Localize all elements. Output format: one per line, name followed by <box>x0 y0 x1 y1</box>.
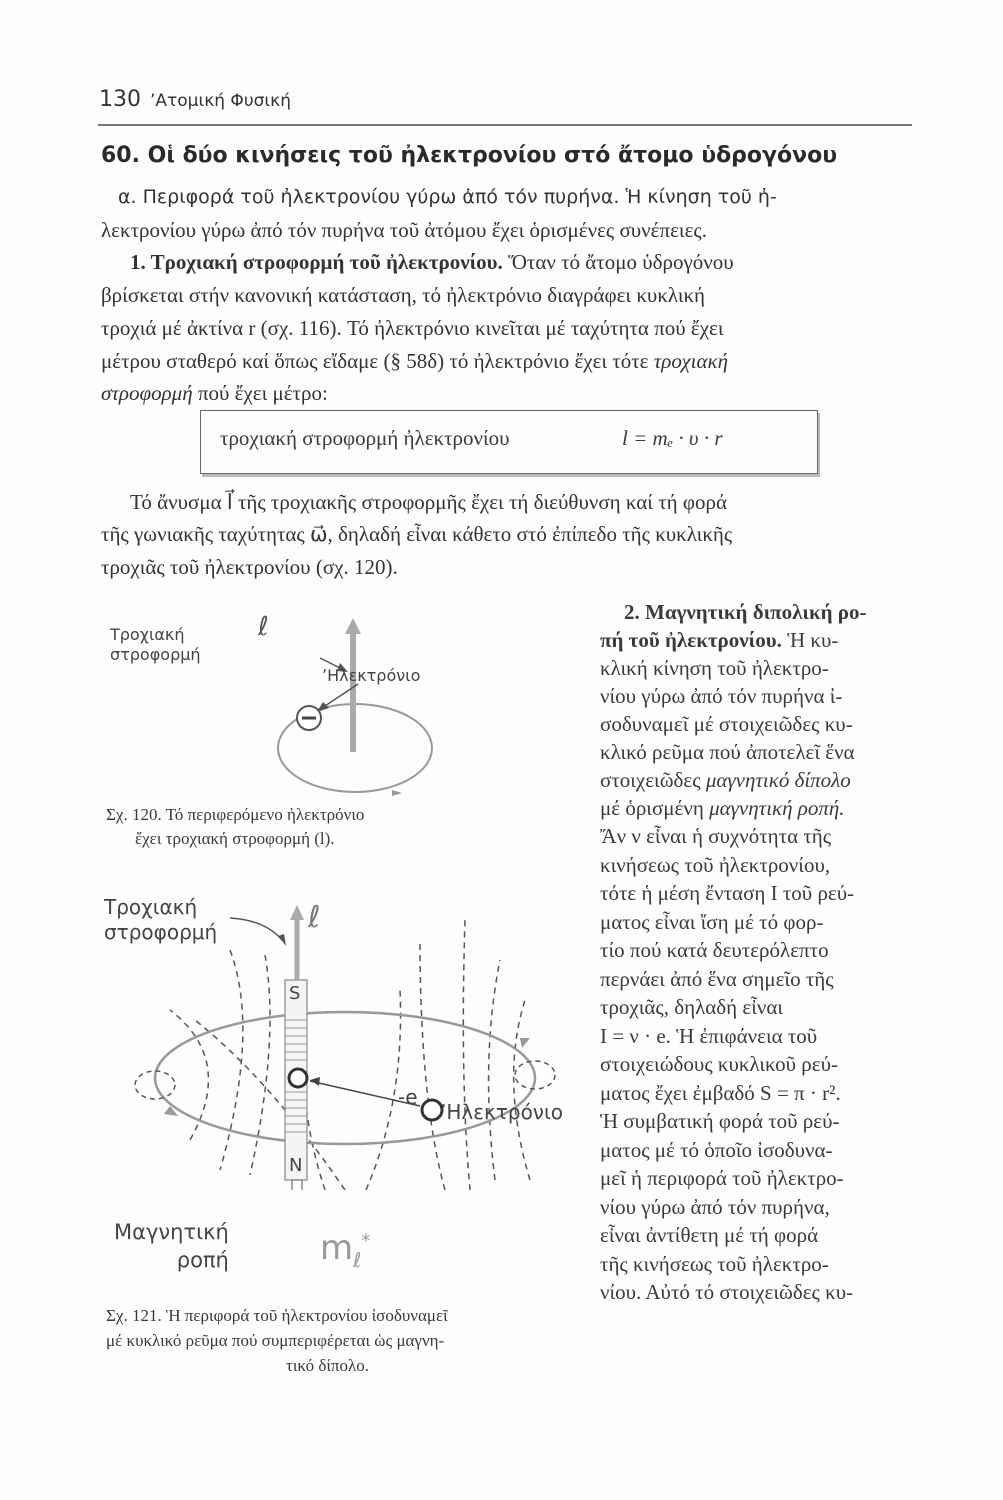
paragraph-2-line: μέ ὁρισμένη μαγνητική ροπή. <box>600 796 845 820</box>
italic-term: τροχιακή <box>653 349 729 373</box>
paragraph-2-line: εἶναι ἀντίθετη μέ τή φορά <box>600 1223 819 1247</box>
paragraph-2-line: κλικό ρεῦμα πού ἀποτελεῖ ἕνα <box>600 740 855 764</box>
fig120-symbol: ℓ <box>258 612 269 642</box>
paragraph-2-line: ματος ἔχει ἐμβαδό S = π · r². <box>600 1081 841 1105</box>
charge-label: -e <box>398 1085 418 1109</box>
running-title: ʼΑτομική Φυσική <box>150 91 291 111</box>
magnetic-moment-label: Μαγνητική ροπή <box>114 1220 229 1272</box>
paragraph-2-line: πή τοῦ ἠλεκτρονίου. Ἡ κυ- <box>600 628 839 652</box>
paragraph-1-text: μέτρου σταθερό καί ὅπως εἴδαμε (§ 58δ) τό ἠλεκτρόνιο ἔχει τότε <box>101 349 649 373</box>
fig120-electron-label: ʼΗλεκτρόνιο <box>322 666 421 685</box>
paragraph-1-line <box>101 349 728 374</box>
field-lines <box>170 920 530 1190</box>
formula-label: τροχιακή στροφορμή ἠλεκτρονίου <box>220 426 510 450</box>
paragraph-2-line: κινήσεως τοῦ ἠλεκτρονίου, <box>600 853 831 877</box>
paragraph-1-line: τροχιά μέ ἀκτίνα r (σχ. 116). Τό ἠλεκτρόνιο κινεῖται μέ ταχύτητα πού ἔχει <box>101 316 724 340</box>
north-pole-label: N <box>289 1155 303 1176</box>
paragraph-a-line: λεκτρονίου γύρω ἀπό τόν πυρήνα τοῦ ἀτόμου ἔχει ὁρισμένες συνέπειες. <box>101 218 707 242</box>
paragraph-1-line <box>101 381 328 406</box>
fig120-angular-momentum-label: Τροχιακή στροφορμή <box>110 625 201 664</box>
paragraph-2-line: περνάει ἀπό ἕνα σημεῖο τῆς <box>600 967 834 991</box>
label-pointer <box>230 918 282 940</box>
vector-paragraph-line: τροχιᾶς τοῦ ἠλεκτρονίου (σχ. 120). <box>101 555 398 579</box>
paragraph-1-heading: 1. Τροχιακή στροφορμή τοῦ ἠλεκτρονίου. <box>130 250 503 274</box>
fig121-electron-label: ʼΗλεκτρόνιο <box>440 1100 563 1124</box>
paragraph-2-line: μεῖ ἡ περιφορά τοῦ ἠλεκτρο- <box>600 1166 844 1190</box>
paragraph-2-line: τότε ἡ μέση ἔνταση I τοῦ ρεύ- <box>600 881 855 905</box>
paragraph-2-line: τίο πού κατά δευτερόλεπτο <box>600 938 829 962</box>
paragraph-2-line: τροχιᾶς, δηλαδή εἶναι <box>600 995 784 1019</box>
magnetic-moment-arrow <box>292 1180 302 1190</box>
header-rule <box>98 124 912 126</box>
figure-121-caption: μέ κυκλικό ρεῦμα πού συμπεριφέρεται ὡς μαγνη- <box>106 1331 445 1350</box>
paragraph-2-heading: 2. Μαγνητική διπολική ρο- <box>624 600 867 624</box>
paragraph-2-line: σοδυναμεῖ μέ στοιχειῶδες κυ- <box>600 712 853 736</box>
formula-expression: l = mₑ · υ · r <box>622 426 723 450</box>
nucleus <box>289 1069 307 1087</box>
electron-circle <box>422 1100 442 1120</box>
paragraph-2-line: νίου. Αὐτό τό στοιχειῶδες κυ- <box>600 1280 854 1304</box>
paragraph-2-line: Ἄν ν εἶναι ἡ συχνότητα τῆς <box>600 824 832 848</box>
orbit-direction-arrow <box>392 790 402 796</box>
vector-paragraph-line: τῆς γωνιακῆς ταχύτητας ω⃗, δηλαδή εἶναι κάθετο στό ἐπίπεδο τῆς κυκλικῆς <box>101 522 733 546</box>
paragraph-1-text: Ὅταν τό ἄτομο ὑδρογόνου <box>508 250 734 274</box>
paragraph-2-line: I = ν · e. Ἡ ἐπιφάνεια τοῦ <box>600 1024 818 1048</box>
figure-121-caption: τικό δίπολο. <box>286 1356 370 1375</box>
italic-term: στροφορμή <box>101 381 193 405</box>
south-pole-label: S <box>289 983 301 1004</box>
paragraph-2-line: νίου γύρω ἀπό τόν πυρήνα, <box>600 1195 830 1219</box>
paragraph-2-line: Ἡ συμβατική φορά τοῦ ρεύ- <box>600 1109 840 1133</box>
paragraph-2-line: στοιχειῶδες μαγνητικό δίπολο <box>600 768 851 792</box>
figure-120-caption: ἔχει τροχιακή στροφορμή (l). <box>135 829 335 848</box>
paragraph-2-line: νίου γύρω ἀπό τόν πυρήνα ἰ- <box>600 684 843 708</box>
fig121-angular-momentum-label: Τροχιακή στροφορμή <box>104 895 218 944</box>
angular-momentum-arrowhead <box>290 905 304 920</box>
paragraph-a-line: α. Περιφορά τοῦ ἠλεκτρονίου γύρω ἀπό τόν πυρήνα. Ἡ κίνηση τοῦ ἠ- <box>118 186 777 208</box>
paragraph-1-line: βρίσκεται στήν κανονική κατάσταση, τό ἠλεκτρόνιο διαγράφει κυκλική <box>101 283 706 307</box>
figure-120-caption: Σχ. 120. Τό περιφερόμενο ἠλεκτρόνιο <box>106 805 365 824</box>
orbit-direction-arrow <box>520 1038 530 1048</box>
vector-paragraph-line: Τό ἄνυσμα l⃗ τῆς τροχιακῆς στροφορμῆς ἔχει τή διεύθυνση καί τή φορά <box>130 490 727 514</box>
paragraph-2-line: ματος μέ τό ὁποῖο ἰσοδυνα- <box>600 1138 833 1162</box>
paragraph-2-line: τῆς κινήσεως τοῦ ἠλεκτρο- <box>600 1252 829 1276</box>
figure-121-caption: Σχ. 121. Ἡ περιφορά τοῦ ἠλεκτρονίου ἰσοδυναμεῖ <box>106 1306 448 1325</box>
section-title: 60. Οἱ δύο κινήσεις τοῦ ἠλεκτρονίου στό ἄτομο ὑδρογόνου <box>101 143 838 168</box>
orbit-ellipse <box>155 1012 535 1144</box>
paragraph-1-text: πού ἔχει μέτρο: <box>197 381 328 405</box>
fig121-symbol: ℓ <box>308 900 321 935</box>
angular-momentum-arrowhead <box>345 618 361 634</box>
page-number: 130 <box>99 87 141 112</box>
paragraph-1-line <box>130 250 734 275</box>
magnetic-moment-symbol: $m_\ell^*$ <box>320 1228 371 1272</box>
paragraph-2-line: κλική κίνηση τοῦ ἠλεκτρο- <box>600 656 829 680</box>
paragraph-2-line: ματος εἶναι ἴση μέ τό φορ- <box>600 910 824 934</box>
paragraph-2-line: στοιχειώδους κυκλικοῦ ρεύ- <box>600 1052 838 1076</box>
